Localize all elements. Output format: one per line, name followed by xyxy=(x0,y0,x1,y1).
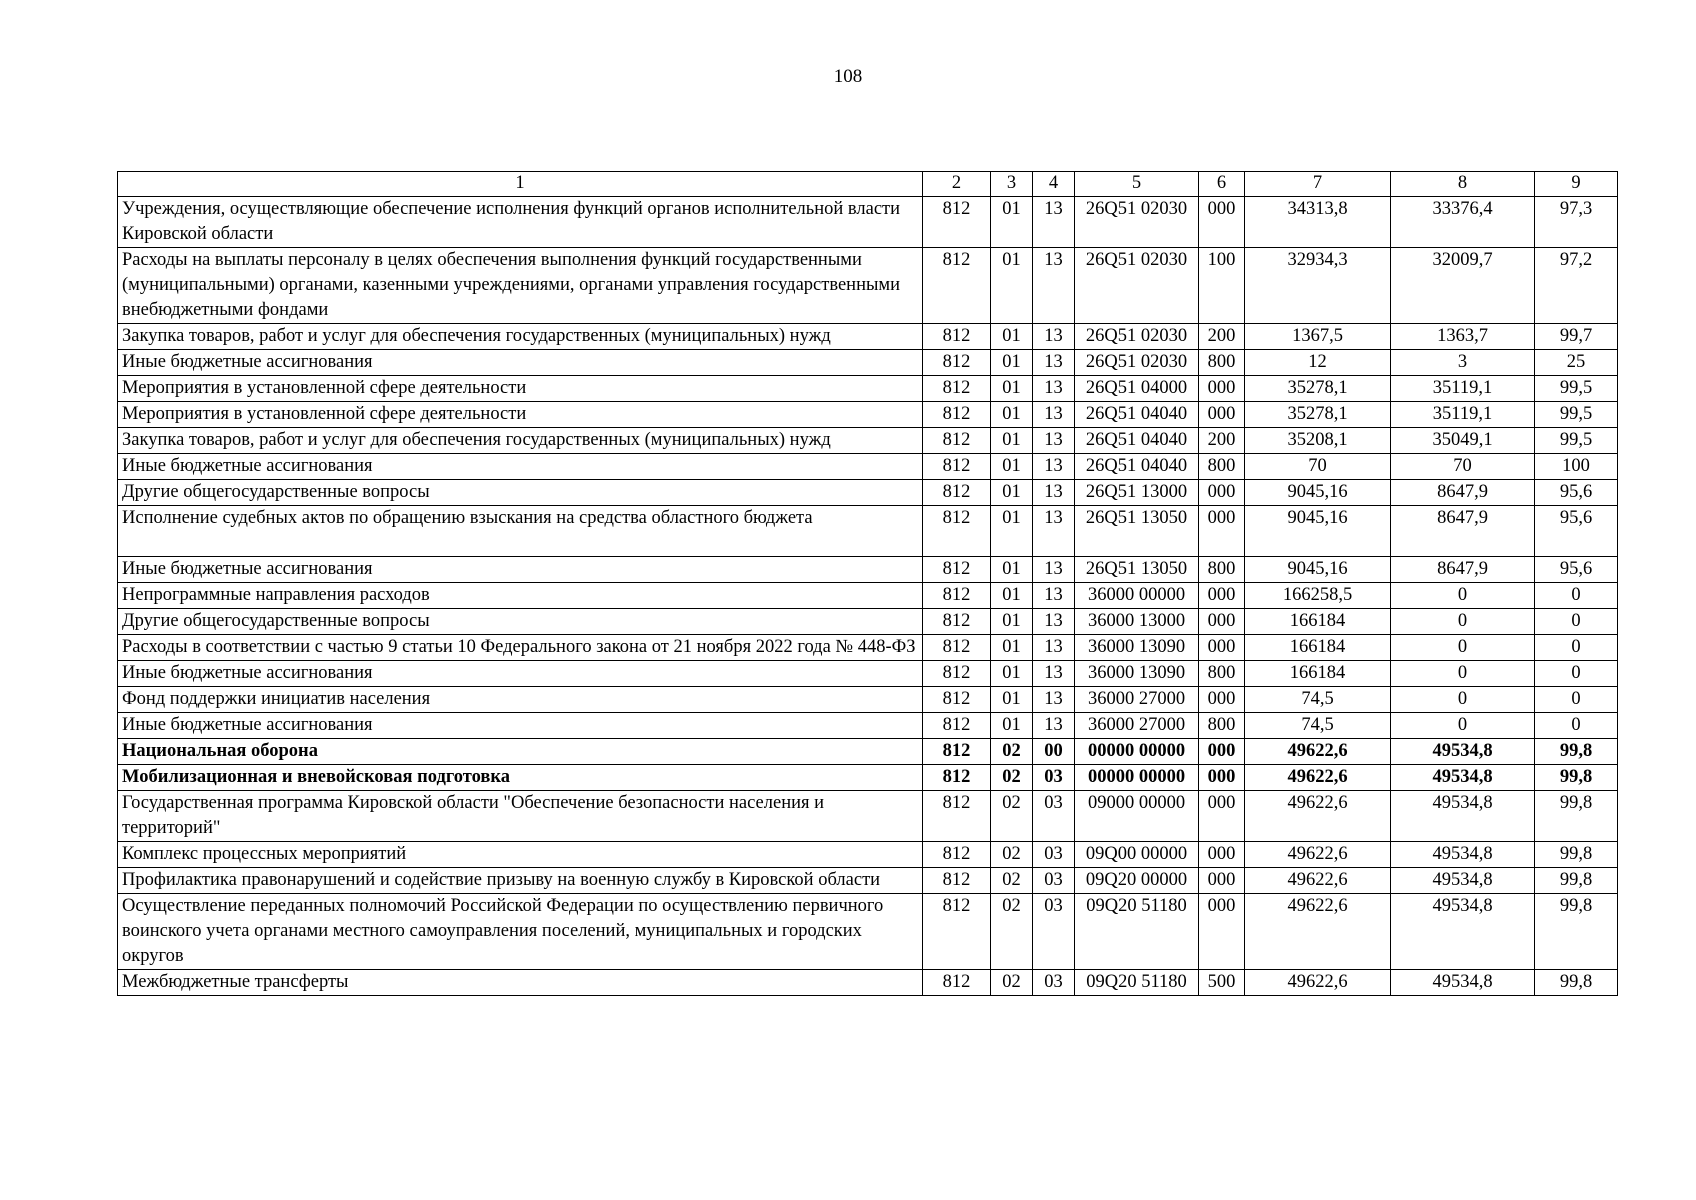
cell-percent: 99,5 xyxy=(1535,428,1618,454)
cell-target-article: 36000 00000 xyxy=(1075,583,1199,609)
cell-expense-type: 000 xyxy=(1199,402,1245,428)
cell-subsection: 13 xyxy=(1033,506,1075,557)
cell-target-article: 26Q51 04040 xyxy=(1075,454,1199,480)
cell-planned: 74,5 xyxy=(1245,687,1391,713)
cell-executed: 33376,4 xyxy=(1391,197,1535,248)
cell-expense-type: 000 xyxy=(1199,376,1245,402)
table-row xyxy=(118,842,1618,868)
cell-target-article: 00000 00000 xyxy=(1075,739,1199,765)
cell-percent: 95,6 xyxy=(1535,557,1618,583)
cell-section: 01 xyxy=(991,454,1033,480)
cell-name: Иные бюджетные ассигнования xyxy=(118,713,923,739)
cell-target-article: 36000 27000 xyxy=(1075,713,1199,739)
cell-percent: 0 xyxy=(1535,713,1618,739)
cell-executed: 8647,9 xyxy=(1391,506,1535,557)
cell-executed: 0 xyxy=(1391,687,1535,713)
cell-executed: 35119,1 xyxy=(1391,376,1535,402)
cell-subsection: 13 xyxy=(1033,687,1075,713)
cell-planned: 49622,6 xyxy=(1245,765,1391,791)
cell-target-article: 26Q51 04040 xyxy=(1075,402,1199,428)
cell-section: 01 xyxy=(991,197,1033,248)
cell-ministry-code: 812 xyxy=(923,661,991,687)
cell-section: 01 xyxy=(991,324,1033,350)
cell-ministry-code: 812 xyxy=(923,324,991,350)
table-row xyxy=(118,376,1618,402)
table-row xyxy=(118,197,1618,248)
cell-expense-type: 800 xyxy=(1199,661,1245,687)
table-row xyxy=(118,324,1618,350)
cell-name: Мероприятия в установленной сфере деятельности xyxy=(118,376,923,402)
cell-target-article: 00000 00000 xyxy=(1075,765,1199,791)
cell-percent: 99,7 xyxy=(1535,324,1618,350)
cell-target-article: 26Q51 02030 xyxy=(1075,350,1199,376)
cell-percent: 95,6 xyxy=(1535,506,1618,557)
cell-section: 02 xyxy=(991,765,1033,791)
table-row xyxy=(118,454,1618,480)
cell-expense-type: 000 xyxy=(1199,894,1245,970)
cell-executed: 49534,8 xyxy=(1391,894,1535,970)
cell-executed: 35049,1 xyxy=(1391,428,1535,454)
cell-planned: 32934,3 xyxy=(1245,248,1391,324)
cell-target-article: 09Q00 00000 xyxy=(1075,842,1199,868)
cell-section: 01 xyxy=(991,557,1033,583)
cell-subsection: 03 xyxy=(1033,791,1075,842)
cell-ministry-code: 812 xyxy=(923,765,991,791)
cell-ministry-code: 812 xyxy=(923,791,991,842)
cell-subsection: 03 xyxy=(1033,970,1075,996)
cell-ministry-code: 812 xyxy=(923,687,991,713)
cell-planned: 9045,16 xyxy=(1245,506,1391,557)
cell-target-article: 26Q51 02030 xyxy=(1075,324,1199,350)
cell-expense-type: 000 xyxy=(1199,868,1245,894)
cell-ministry-code: 812 xyxy=(923,868,991,894)
cell-planned: 166184 xyxy=(1245,609,1391,635)
cell-planned: 34313,8 xyxy=(1245,197,1391,248)
cell-executed: 49534,8 xyxy=(1391,765,1535,791)
cell-planned: 9045,16 xyxy=(1245,557,1391,583)
cell-name: Расходы на выплаты персоналу в целях обеспечения выполнения функций государственными (муниципальными) органами, казенными учреждениями, органами управления государственными внебюджетными фондами xyxy=(118,248,923,324)
cell-target-article: 09Q20 00000 xyxy=(1075,868,1199,894)
cell-percent: 0 xyxy=(1535,583,1618,609)
cell-executed: 32009,7 xyxy=(1391,248,1535,324)
cell-percent: 99,8 xyxy=(1535,894,1618,970)
cell-expense-type: 000 xyxy=(1199,687,1245,713)
cell-expense-type: 200 xyxy=(1199,324,1245,350)
cell-section: 02 xyxy=(991,970,1033,996)
cell-percent: 100 xyxy=(1535,454,1618,480)
cell-ministry-code: 812 xyxy=(923,842,991,868)
table-row xyxy=(118,635,1618,661)
cell-percent: 0 xyxy=(1535,661,1618,687)
cell-percent: 99,8 xyxy=(1535,970,1618,996)
cell-subsection: 03 xyxy=(1033,765,1075,791)
column-header: 5 xyxy=(1075,172,1199,197)
cell-percent: 99,5 xyxy=(1535,402,1618,428)
page-number: 108 xyxy=(833,66,863,87)
table-row xyxy=(118,739,1618,765)
table-row xyxy=(118,402,1618,428)
cell-executed: 49534,8 xyxy=(1391,739,1535,765)
cell-ministry-code: 812 xyxy=(923,557,991,583)
cell-subsection: 13 xyxy=(1033,557,1075,583)
column-header: 8 xyxy=(1391,172,1535,197)
header-row xyxy=(118,172,1618,197)
cell-executed: 0 xyxy=(1391,713,1535,739)
cell-name: Мероприятия в установленной сфере деятельности xyxy=(118,402,923,428)
cell-executed: 1363,7 xyxy=(1391,324,1535,350)
cell-ministry-code: 812 xyxy=(923,970,991,996)
cell-percent: 0 xyxy=(1535,635,1618,661)
cell-percent: 99,8 xyxy=(1535,868,1618,894)
column-header: 1 xyxy=(118,172,923,197)
cell-target-article: 26Q51 04040 xyxy=(1075,428,1199,454)
cell-planned: 12 xyxy=(1245,350,1391,376)
cell-executed: 49534,8 xyxy=(1391,868,1535,894)
table-row xyxy=(118,583,1618,609)
table-row xyxy=(118,894,1618,970)
cell-subsection: 13 xyxy=(1033,248,1075,324)
cell-target-article: 36000 13090 xyxy=(1075,635,1199,661)
cell-percent: 0 xyxy=(1535,687,1618,713)
table-row xyxy=(118,970,1618,996)
cell-percent: 97,3 xyxy=(1535,197,1618,248)
column-header: 6 xyxy=(1199,172,1245,197)
cell-executed: 70 xyxy=(1391,454,1535,480)
cell-executed: 0 xyxy=(1391,635,1535,661)
cell-expense-type: 800 xyxy=(1199,557,1245,583)
cell-planned: 35208,1 xyxy=(1245,428,1391,454)
table-row xyxy=(118,661,1618,687)
cell-section: 01 xyxy=(991,350,1033,376)
cell-planned: 166184 xyxy=(1245,635,1391,661)
cell-name: Непрограммные направления расходов xyxy=(118,583,923,609)
cell-planned: 49622,6 xyxy=(1245,791,1391,842)
cell-executed: 8647,9 xyxy=(1391,480,1535,506)
table-row xyxy=(118,687,1618,713)
cell-ministry-code: 812 xyxy=(923,402,991,428)
cell-subsection: 13 xyxy=(1033,428,1075,454)
cell-target-article: 26Q51 13000 xyxy=(1075,480,1199,506)
table-row xyxy=(118,480,1618,506)
cell-subsection: 13 xyxy=(1033,583,1075,609)
cell-planned: 1367,5 xyxy=(1245,324,1391,350)
cell-target-article: 26Q51 02030 xyxy=(1075,197,1199,248)
cell-target-article: 26Q51 13050 xyxy=(1075,506,1199,557)
cell-subsection: 13 xyxy=(1033,197,1075,248)
cell-planned: 49622,6 xyxy=(1245,739,1391,765)
cell-planned: 35278,1 xyxy=(1245,402,1391,428)
cell-section: 01 xyxy=(991,480,1033,506)
cell-ministry-code: 812 xyxy=(923,583,991,609)
cell-section: 01 xyxy=(991,402,1033,428)
cell-name: Расходы в соответствии с частью 9 статьи 10 Федерального закона от 21 ноября 2022 года № 448-ФЗ xyxy=(118,635,923,661)
cell-percent: 95,6 xyxy=(1535,480,1618,506)
cell-expense-type: 000 xyxy=(1199,765,1245,791)
cell-subsection: 13 xyxy=(1033,376,1075,402)
cell-executed: 49534,8 xyxy=(1391,791,1535,842)
cell-percent: 25 xyxy=(1535,350,1618,376)
cell-section: 01 xyxy=(991,248,1033,324)
column-header: 3 xyxy=(991,172,1033,197)
cell-executed: 49534,8 xyxy=(1391,970,1535,996)
cell-ministry-code: 812 xyxy=(923,894,991,970)
cell-name: Мобилизационная и вневойсковая подготовка xyxy=(118,765,923,791)
cell-name: Комплекс процессных мероприятий xyxy=(118,842,923,868)
column-header: 7 xyxy=(1245,172,1391,197)
cell-name: Межбюджетные трансферты xyxy=(118,970,923,996)
cell-expense-type: 100 xyxy=(1199,248,1245,324)
cell-section: 01 xyxy=(991,376,1033,402)
cell-percent: 97,2 xyxy=(1535,248,1618,324)
cell-planned: 49622,6 xyxy=(1245,868,1391,894)
cell-executed: 49534,8 xyxy=(1391,842,1535,868)
table-row xyxy=(118,557,1618,583)
cell-name: Иные бюджетные ассигнования xyxy=(118,661,923,687)
cell-percent: 99,8 xyxy=(1535,791,1618,842)
cell-expense-type: 800 xyxy=(1199,454,1245,480)
cell-expense-type: 000 xyxy=(1199,739,1245,765)
cell-section: 01 xyxy=(991,609,1033,635)
cell-expense-type: 800 xyxy=(1199,713,1245,739)
cell-target-article: 09Q20 51180 xyxy=(1075,894,1199,970)
cell-percent: 0 xyxy=(1535,609,1618,635)
cell-executed: 0 xyxy=(1391,609,1535,635)
cell-percent: 99,8 xyxy=(1535,765,1618,791)
table-row xyxy=(118,248,1618,324)
cell-target-article: 36000 13000 xyxy=(1075,609,1199,635)
cell-planned: 166184 xyxy=(1245,661,1391,687)
cell-section: 01 xyxy=(991,506,1033,557)
table-row xyxy=(118,506,1618,557)
cell-target-article: 36000 13090 xyxy=(1075,661,1199,687)
budget-table xyxy=(117,171,1618,996)
cell-expense-type: 500 xyxy=(1199,970,1245,996)
cell-section: 01 xyxy=(991,687,1033,713)
cell-expense-type: 200 xyxy=(1199,428,1245,454)
column-header: 2 xyxy=(923,172,991,197)
cell-section: 02 xyxy=(991,894,1033,970)
table-row xyxy=(118,765,1618,791)
cell-planned: 35278,1 xyxy=(1245,376,1391,402)
cell-name: Другие общегосударственные вопросы xyxy=(118,609,923,635)
cell-name: Закупка товаров, работ и услуг для обеспечения государственных (муниципальных) нужд xyxy=(118,428,923,454)
cell-subsection: 13 xyxy=(1033,661,1075,687)
cell-section: 02 xyxy=(991,791,1033,842)
cell-section: 02 xyxy=(991,868,1033,894)
cell-section: 02 xyxy=(991,739,1033,765)
cell-subsection: 03 xyxy=(1033,842,1075,868)
cell-executed: 8647,9 xyxy=(1391,557,1535,583)
cell-name: Фонд поддержки инициатив населения xyxy=(118,687,923,713)
cell-subsection: 13 xyxy=(1033,480,1075,506)
cell-name: Профилактика правонарушений и содействие призыву на военную службу в Кировской области xyxy=(118,868,923,894)
cell-ministry-code: 812 xyxy=(923,376,991,402)
cell-executed: 0 xyxy=(1391,583,1535,609)
cell-name: Исполнение судебных актов по обращению взыскания на средства областного бюджета xyxy=(118,506,923,557)
cell-expense-type: 000 xyxy=(1199,842,1245,868)
cell-target-article: 09Q20 51180 xyxy=(1075,970,1199,996)
cell-subsection: 13 xyxy=(1033,635,1075,661)
cell-name: Национальная оборона xyxy=(118,739,923,765)
cell-expense-type: 000 xyxy=(1199,480,1245,506)
table-row xyxy=(118,428,1618,454)
cell-subsection: 00 xyxy=(1033,739,1075,765)
cell-section: 01 xyxy=(991,661,1033,687)
cell-ministry-code: 812 xyxy=(923,480,991,506)
cell-ministry-code: 812 xyxy=(923,609,991,635)
cell-planned: 9045,16 xyxy=(1245,480,1391,506)
cell-name: Осуществление переданных полномочий Российской Федерации по осуществлению первичного воинского учета органами местного самоуправления поселений, муниципальных и городских округов xyxy=(118,894,923,970)
table-row xyxy=(118,350,1618,376)
cell-target-article: 26Q51 04000 xyxy=(1075,376,1199,402)
cell-expense-type: 000 xyxy=(1199,506,1245,557)
table-row xyxy=(118,868,1618,894)
cell-expense-type: 000 xyxy=(1199,583,1245,609)
cell-subsection: 13 xyxy=(1033,350,1075,376)
cell-ministry-code: 812 xyxy=(923,506,991,557)
cell-expense-type: 000 xyxy=(1199,791,1245,842)
cell-section: 02 xyxy=(991,842,1033,868)
cell-ministry-code: 812 xyxy=(923,713,991,739)
cell-expense-type: 000 xyxy=(1199,609,1245,635)
cell-subsection: 03 xyxy=(1033,894,1075,970)
cell-name: Другие общегосударственные вопросы xyxy=(118,480,923,506)
cell-executed: 0 xyxy=(1391,661,1535,687)
cell-percent: 99,5 xyxy=(1535,376,1618,402)
table-body xyxy=(118,197,1618,996)
cell-section: 01 xyxy=(991,635,1033,661)
cell-subsection: 13 xyxy=(1033,454,1075,480)
cell-ministry-code: 812 xyxy=(923,428,991,454)
cell-expense-type: 000 xyxy=(1199,197,1245,248)
cell-target-article: 36000 27000 xyxy=(1075,687,1199,713)
cell-subsection: 13 xyxy=(1033,324,1075,350)
cell-name: Учреждения, осуществляющие обеспечение исполнения функций органов исполнительной власти Кировской области xyxy=(118,197,923,248)
cell-planned: 49622,6 xyxy=(1245,842,1391,868)
cell-percent: 99,8 xyxy=(1535,739,1618,765)
table-row xyxy=(118,791,1618,842)
cell-section: 01 xyxy=(991,428,1033,454)
cell-ministry-code: 812 xyxy=(923,454,991,480)
cell-ministry-code: 812 xyxy=(923,350,991,376)
cell-name: Иные бюджетные ассигнования xyxy=(118,557,923,583)
cell-planned: 74,5 xyxy=(1245,713,1391,739)
cell-planned: 166258,5 xyxy=(1245,583,1391,609)
cell-subsection: 13 xyxy=(1033,402,1075,428)
cell-expense-type: 800 xyxy=(1199,350,1245,376)
cell-name: Иные бюджетные ассигнования xyxy=(118,350,923,376)
cell-executed: 35119,1 xyxy=(1391,402,1535,428)
cell-section: 01 xyxy=(991,713,1033,739)
cell-target-article: 26Q51 13050 xyxy=(1075,557,1199,583)
table-row xyxy=(118,609,1618,635)
column-header: 9 xyxy=(1535,172,1618,197)
cell-ministry-code: 812 xyxy=(923,197,991,248)
cell-section: 01 xyxy=(991,583,1033,609)
cell-ministry-code: 812 xyxy=(923,248,991,324)
cell-percent: 99,8 xyxy=(1535,842,1618,868)
table-row xyxy=(118,713,1618,739)
cell-target-article: 09000 00000 xyxy=(1075,791,1199,842)
cell-subsection: 13 xyxy=(1033,609,1075,635)
cell-name: Иные бюджетные ассигнования xyxy=(118,454,923,480)
cell-executed: 3 xyxy=(1391,350,1535,376)
cell-planned: 70 xyxy=(1245,454,1391,480)
cell-name: Государственная программа Кировской области "Обеспечение безопасности населения и территорий" xyxy=(118,791,923,842)
cell-planned: 49622,6 xyxy=(1245,970,1391,996)
cell-subsection: 13 xyxy=(1033,713,1075,739)
cell-target-article: 26Q51 02030 xyxy=(1075,248,1199,324)
cell-expense-type: 000 xyxy=(1199,635,1245,661)
cell-ministry-code: 812 xyxy=(923,635,991,661)
column-header: 4 xyxy=(1033,172,1075,197)
cell-ministry-code: 812 xyxy=(923,739,991,765)
cell-name: Закупка товаров, работ и услуг для обеспечения государственных (муниципальных) нужд xyxy=(118,324,923,350)
cell-subsection: 03 xyxy=(1033,868,1075,894)
cell-planned: 49622,6 xyxy=(1245,894,1391,970)
